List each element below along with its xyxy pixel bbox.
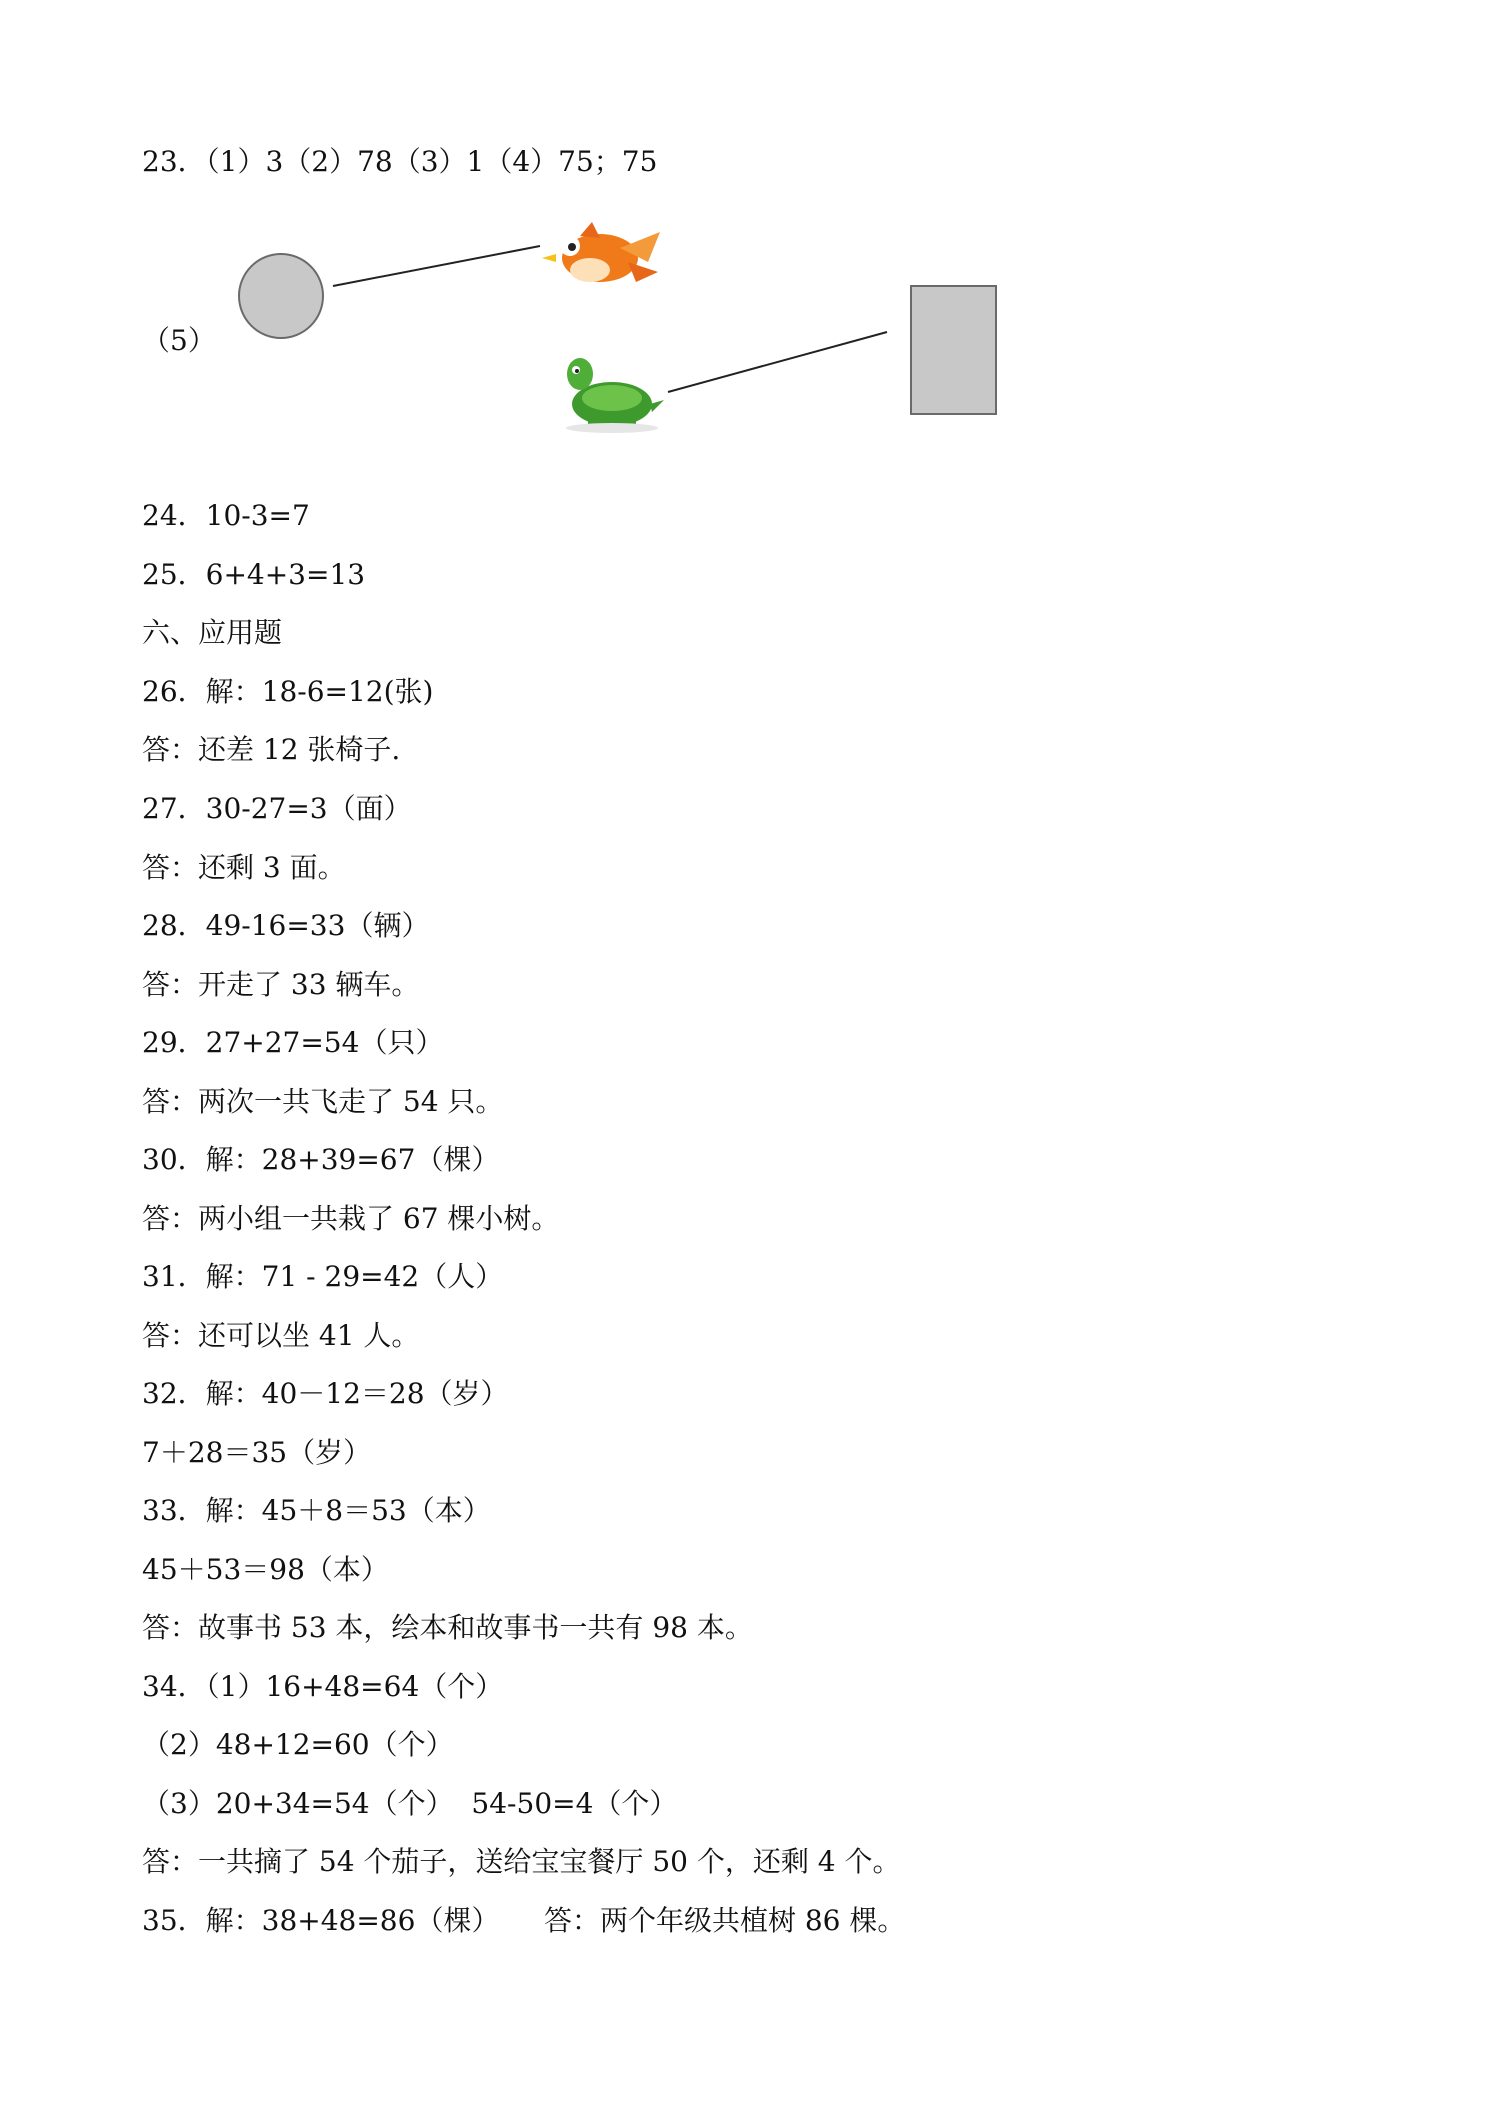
q27-answer: 答：还剩 3 面。	[142, 851, 346, 884]
matching-diagram	[0, 0, 1488, 460]
q34-part2: （2）48+12=60（个）	[142, 1728, 454, 1761]
q35-solution: 35．解：38+48=86（棵） 答：两个年级共植树 86 棵。	[142, 1904, 906, 1937]
q29-solution: 29．27+27=54（只）	[142, 1026, 444, 1059]
match-line-turtle-rectangle	[668, 332, 887, 392]
circle-shape	[239, 254, 323, 338]
q33-solution: 33．解：45＋8＝53（本）	[142, 1494, 491, 1527]
q30-answer: 答：两小组一共栽了 67 棵小树。	[142, 1202, 560, 1235]
turtle-icon	[566, 358, 664, 433]
q34-answer: 答：一共摘了 54 个茄子，送给宝宝餐厅 50 个，还剩 4 个。	[142, 1845, 901, 1878]
q31-answer: 答：还可以坐 41 人。	[142, 1319, 420, 1352]
q24-answer: 24．10-3=7	[142, 499, 310, 532]
q26-answer: 答：还差 12 张椅子.	[142, 733, 401, 766]
q23-answer: 23．（1）3（2）78（3）1（4）75；75	[142, 145, 658, 178]
match-line-circle-bird	[333, 246, 540, 286]
q25-answer: 25．6+4+3=13	[142, 558, 366, 591]
q32-solution: 32．解：40－12＝28（岁）	[142, 1377, 509, 1410]
q28-answer: 答：开走了 33 辆车。	[142, 968, 420, 1001]
q32-solution-step2: 7＋28＝35（岁）	[142, 1436, 372, 1469]
bird-icon	[542, 222, 660, 282]
q33-answer: 答：故事书 53 本，绘本和故事书一共有 98 本。	[142, 1611, 753, 1644]
q30-solution: 30．解：28+39=67（棵）	[142, 1143, 500, 1176]
q23-sub5-label: （5）	[142, 324, 216, 357]
q33-solution-step2: 45＋53＝98（本）	[142, 1553, 389, 1586]
q31-solution: 31．解：71 - 29=42（人）	[142, 1260, 504, 1293]
q26-solution: 26．解：18-6=12(张)	[142, 675, 434, 708]
q27-solution: 27．30-27=3（面）	[142, 792, 412, 825]
q29-answer: 答：两次一共飞走了 54 只。	[142, 1085, 504, 1118]
rectangle-shape	[911, 286, 996, 414]
section-heading: 六、应用题	[142, 616, 283, 649]
q28-solution: 28．49-16=33（辆）	[142, 909, 430, 942]
q34-part1: 34．（1）16+48=64（个）	[142, 1670, 504, 1703]
q34-part3: （3）20+34=54（个） 54-50=4（个）	[142, 1787, 678, 1820]
